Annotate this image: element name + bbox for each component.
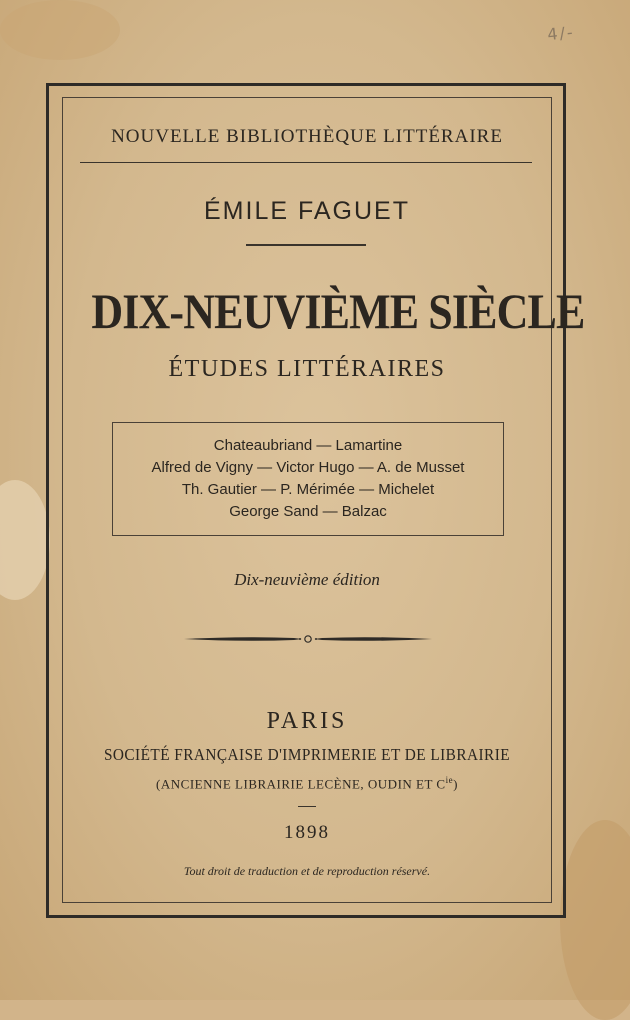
edition-note: Dix-neuvième édition — [234, 570, 380, 589]
book-title: DIX-NEUVIÈME SIÈCLE — [91, 283, 585, 339]
publication-year: 1898 — [284, 822, 330, 843]
book-subtitle: ÉTUDES LITTÉRAIRES — [168, 356, 446, 382]
contents-line: George Sand — Balzac — [229, 503, 387, 520]
ornament-divider — [182, 631, 434, 647]
series-title: NOUVELLE BIBLIOTHÈQUE LITTÉRAIRE — [111, 126, 503, 147]
contents-line: Chateaubriand — Lamartine — [213, 437, 403, 454]
year-divider — [298, 806, 316, 807]
series-divider — [80, 162, 532, 163]
author-divider — [246, 244, 366, 246]
author-name: ÉMILE FAGUET — [204, 197, 410, 225]
rights-notice: Tout droit de traduction et de reproduction réservé. — [183, 864, 431, 878]
publisher-name: SOCIÉTÉ FRANÇAISE D'IMPRIMERIE ET DE LIBRAIRIE — [103, 745, 511, 764]
publisher-former-name: (ANCIENNE LIBRAIRIE LECÈNE, OUDIN ET $C^{ie}$) — [156, 775, 458, 792]
contents-line: Alfred de Vigny — Victor Hugo — A. de Musset — [151, 459, 465, 476]
contents-line: Th. Gautier — P. Mérimée — Michelet — [181, 481, 435, 498]
pencil-price-note: 4/- — [546, 22, 576, 45]
paper-stain — [0, 0, 120, 60]
publication-place: PARIS — [266, 708, 348, 734]
